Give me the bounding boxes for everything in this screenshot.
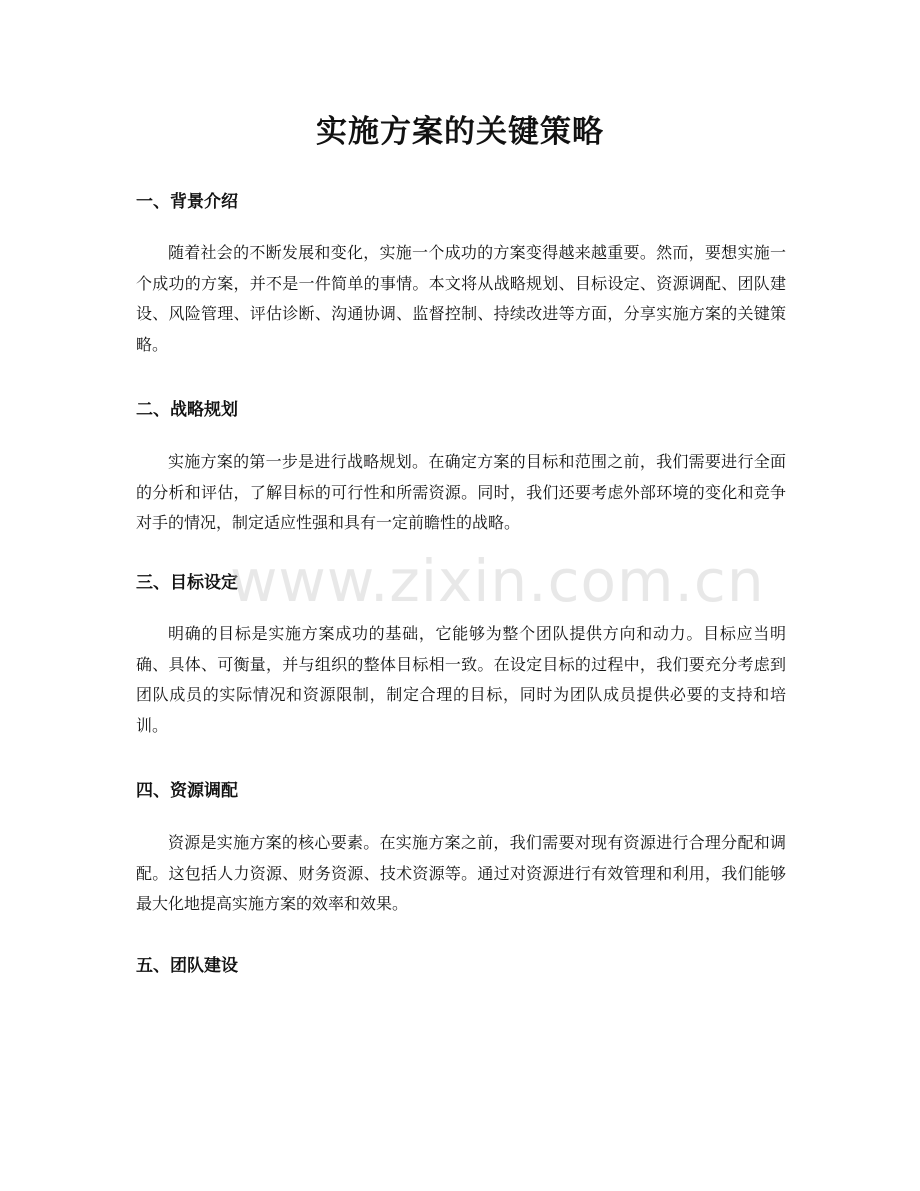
- document-title: 实施方案的关键策略: [316, 114, 604, 150]
- section-heading-team: 五、团队建设: [136, 956, 238, 976]
- section-heading-strategy: 二、战略规划: [136, 400, 238, 420]
- section-paragraph-background: 随着社会的不断发展和变化，实施一个成功的方案变得越来越重要。然而，要想实施一个成功的方案，并不是一件简单的事情。本文将从战略规划、目标设定、资源调配、团队建设、风险管理、评估诊断、沟通协调、监督控制、持续改进等方面，分享实施方案的关键策略。: [136, 243, 786, 354]
- watermark-text: www.zixin.com.cn: [230, 547, 765, 615]
- section-heading-background: 一、背景介绍: [136, 192, 238, 212]
- section-paragraph-strategy: 实施方案的第一步是进行战略规划。在确定方案的目标和范围之前，我们需要进行全面的分析和评估，了解目标的可行性和所需资源。同时，我们还要考虑外部环境的变化和竞争对手的情况，制定适应性强和具有一定前瞻性的战略。: [136, 452, 786, 532]
- section-heading-resources: 四、资源调配: [136, 781, 238, 801]
- section-heading-goals: 三、目标设定: [136, 573, 238, 593]
- section-paragraph-goals: 明确的目标是实施方案成功的基础，它能够为整个团队提供方向和动力。目标应当明确、具体、可衡量，并与组织的整体目标相一致。在设定目标的过程中，我们要充分考虑到团队成员的实际情况和资源限制，制定合理的目标，同时为团队成员提供必要的支持和培训。: [136, 624, 786, 735]
- section-paragraph-resources: 资源是实施方案的核心要素。在实施方案之前，我们需要对现有资源进行合理分配和调配。这包括人力资源、财务资源、技术资源等。通过对资源进行有效管理和利用，我们能够最大化地提高实施方案的效率和效果。: [136, 833, 786, 913]
